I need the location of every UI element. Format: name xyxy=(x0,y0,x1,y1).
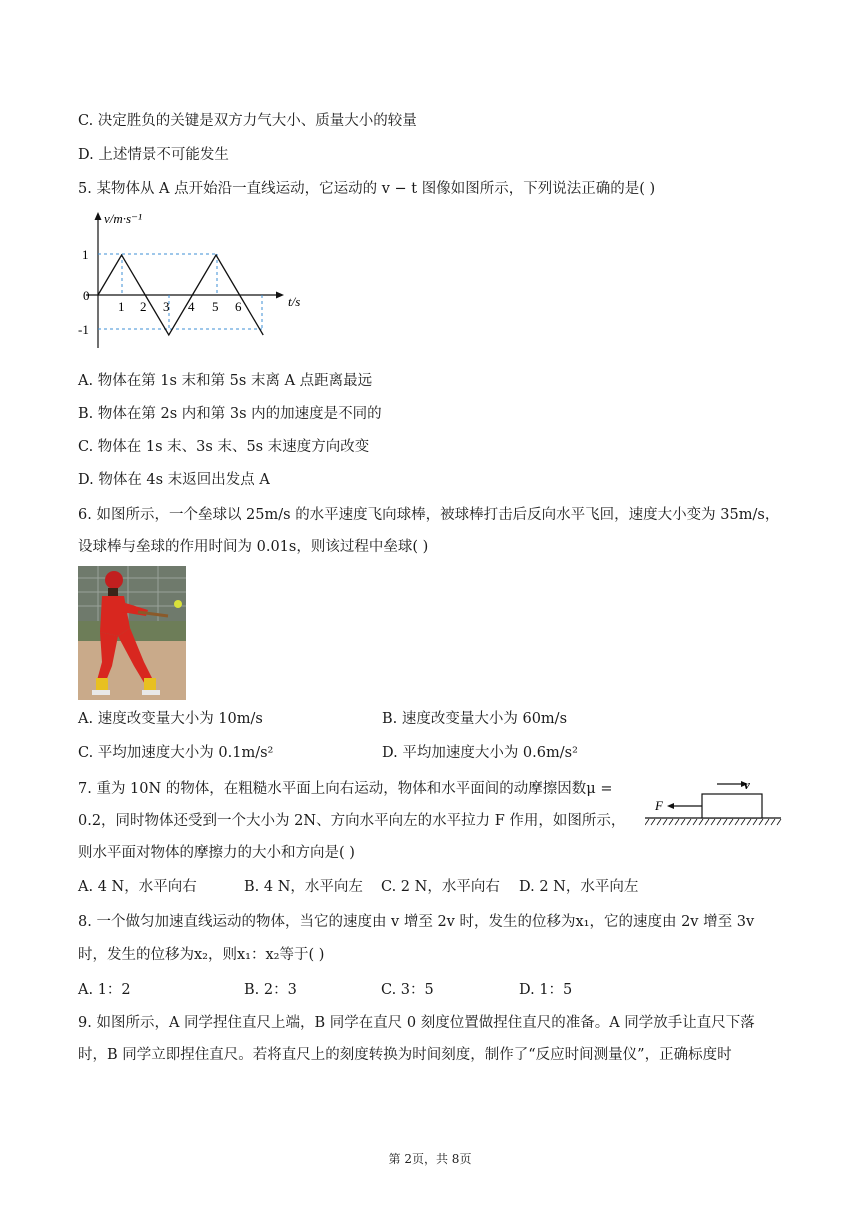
q5-option-d: D. 物体在 4s 末返回出发点 A xyxy=(78,472,270,488)
y-tick-1: 1 xyxy=(82,247,89,262)
q6-stem-line2: 设球棒与垒球的作用时间为 0.01s，则该过程中垒球( ) xyxy=(78,539,429,555)
y-tick-neg1: -1 xyxy=(78,322,89,337)
q7-option-c: C. 2 N，水平向右 xyxy=(381,879,500,895)
velocity-label: v xyxy=(744,777,750,792)
x-axis-arrow xyxy=(276,292,284,299)
q5-stem: 5. 某物体从 A 点开始沿一直线运动，它运动的 v − t 图像如图所示，下列说法正确的是( ) xyxy=(78,181,656,197)
q7-stem-line2: 0.2，同时物体还受到一个大小为 2N、方向水平向左的水平拉力 F 作用，如图所示， xyxy=(78,813,626,829)
y-axis-arrow xyxy=(95,212,102,220)
q6-option-a: A. 速度改变量大小为 10m/s xyxy=(78,711,263,727)
q5-option-c: C. 物体在 1s 末、3s 末、5s 末速度方向改变 xyxy=(78,439,370,455)
q5-option-b: B. 物体在第 2s 内和第 3s 内的加速度是不同的 xyxy=(78,406,382,422)
q4-option-d: D. 上述情景不可能发生 xyxy=(78,147,229,163)
x-tick-4: 4 xyxy=(188,299,195,314)
block xyxy=(702,794,762,818)
q8-stem-line1: 8. 一个做匀加速直线运动的物体，当它的速度由 v 增至 2v 时，发生的位移为x₁，它的速度由 2v 增至 3v xyxy=(78,914,755,930)
q7-stem-line1: 7. 重为 10N 的物体，在粗糙水平面上向右运动，物体和水平面间的动摩擦因数μ = xyxy=(78,781,613,797)
q6-option-b: B. 速度改变量大小为 60m/s xyxy=(382,711,568,727)
q9-stem-line1: 9. 如图所示，A 同学捏住直尺上端，B 同学在直尺 0 刻度位置做捏住直尺的准备。A 同学放手让直尺下落 xyxy=(78,1015,755,1031)
x-tick-6: 6 xyxy=(235,299,242,314)
q5-vt-graph xyxy=(78,208,318,356)
q7-option-d: D. 2 N，水平向左 xyxy=(519,879,639,895)
q7-option-b: B. 4 N，水平向左 xyxy=(244,879,363,895)
y-tick-0: 0 xyxy=(83,288,90,303)
q8-option-d: D. 1：5 xyxy=(519,982,573,998)
x-tick-2: 2 xyxy=(140,299,147,314)
x-tick-5: 5 xyxy=(212,299,219,314)
y-axis-label: v/m·s⁻¹ xyxy=(104,211,142,226)
q8-stem-line2: 时，发生的位移为x₂，则x₁：x₂等于( ) xyxy=(78,947,325,963)
q6-option-d: D. 平均加速度大小为 0.6m/s² xyxy=(382,745,578,761)
q7-option-a: A. 4 N，水平向右 xyxy=(78,879,197,895)
q9-stem-line2: 时，B 同学立即捏住直尺。若将直尺上的刻度转换为时间刻度，制作了“反应时间测量仪”，正确标度时 xyxy=(78,1047,732,1063)
q8-option-a: A. 1：2 xyxy=(78,982,131,998)
x-tick-3: 3 xyxy=(163,299,170,314)
softball-player-photo xyxy=(78,566,186,700)
q6-stem-line1: 6. 如图所示，一个垒球以 25m/s 的水平速度飞向球棒，被球棒打击后反向水平飞回，速度大小变为 35m/s， xyxy=(78,507,780,523)
page-footer: 第 2页，共 8页 xyxy=(388,1152,472,1166)
x-tick-1: 1 xyxy=(118,299,125,314)
q4-option-c: C. 决定胜负的关键是双方力气大小、质量大小的较量 xyxy=(78,113,417,129)
q7-stem-line3: 则水平面对物体的摩擦力的大小和方向是( ) xyxy=(78,845,355,861)
q8-option-b: B. 2：3 xyxy=(244,982,297,998)
x-axis-label: t/s xyxy=(288,294,301,309)
q6-option-c: C. 平均加速度大小为 0.1m/s² xyxy=(78,745,274,761)
q5-option-a: A. 物体在第 1s 末和第 5s 末离 A 点距离最远 xyxy=(78,373,373,389)
force-label: F xyxy=(655,798,663,813)
q8-option-c: C. 3：5 xyxy=(381,982,434,998)
q7-block-diagram xyxy=(645,776,783,828)
